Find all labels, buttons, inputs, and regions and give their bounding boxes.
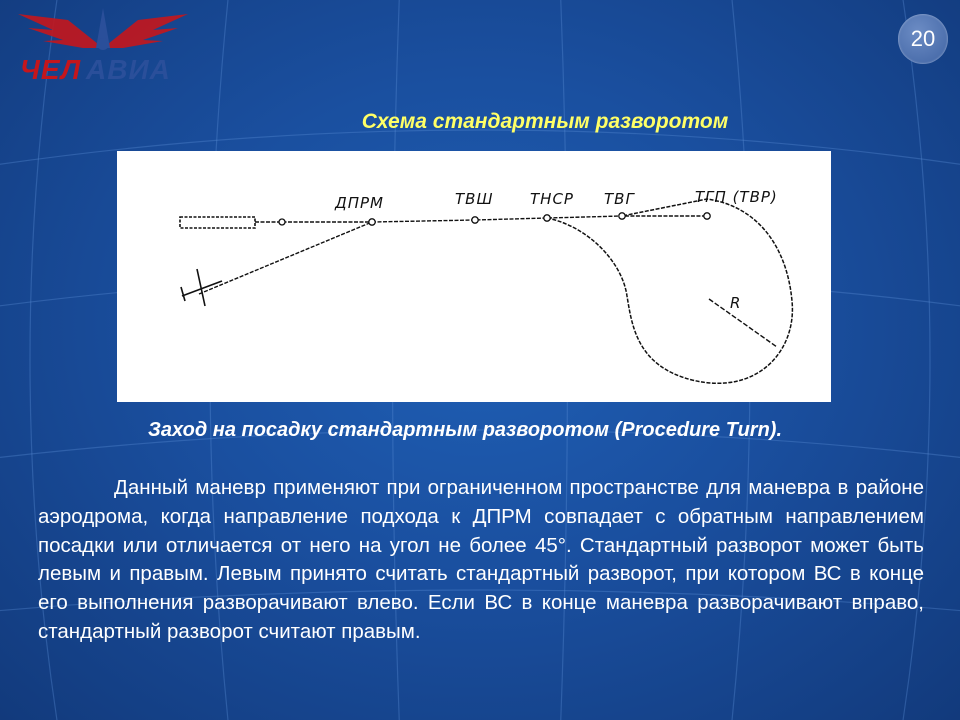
fix-point-tgp [704, 213, 710, 219]
label-dprm: ДПРМ [335, 194, 384, 212]
label-tvg: ТВГ [604, 190, 635, 208]
section-heading: Заход на посадку стандартным разворотом (Procedure Turn). [148, 419, 783, 441]
fix-point [279, 219, 285, 225]
label-tnsr: ТНСР [530, 190, 574, 208]
outbound-track-line [372, 216, 707, 222]
radius-line [709, 299, 777, 347]
page-number-badge: 20 [898, 14, 948, 64]
logo-text-blue: АВИА [86, 54, 171, 85]
procedure-turn-diagram [117, 151, 831, 402]
fix-point-dprm [369, 219, 375, 225]
company-logo [8, 8, 198, 98]
approach-track-line [199, 222, 372, 294]
label-tvsh: ТВШ [455, 190, 494, 208]
slide-title: Схема стандартным разворотом [361, 110, 729, 133]
fix-point-tvg [619, 213, 625, 219]
label-tgp: ТГП (ТВР) [695, 188, 778, 206]
label-radius: R [730, 294, 742, 312]
procedure-turn-curve [547, 199, 792, 383]
logo-text-red: ЧЕЛ [20, 54, 82, 85]
body-paragraph: Данный маневр применяют при ограниченном пространстве для маневра в районе аэродрома, когда направление подхода к ДПРМ совпадает с обратным направлением посадки или отличается от него на угол не более 45°. Стандартный разворот может быть левым и правым. Левым принято считать стандартный разворот, при котором ВС в конце его выполнения разворачивают влево. Если ВС в конце маневра разворачивают вправо, стандартный разворот считают правым. [38, 476, 924, 643]
wings-emblem-icon [8, 8, 198, 58]
runway-shape [180, 217, 255, 228]
fix-point-tnsr [544, 215, 550, 221]
fix-point-tvsh [472, 217, 478, 223]
